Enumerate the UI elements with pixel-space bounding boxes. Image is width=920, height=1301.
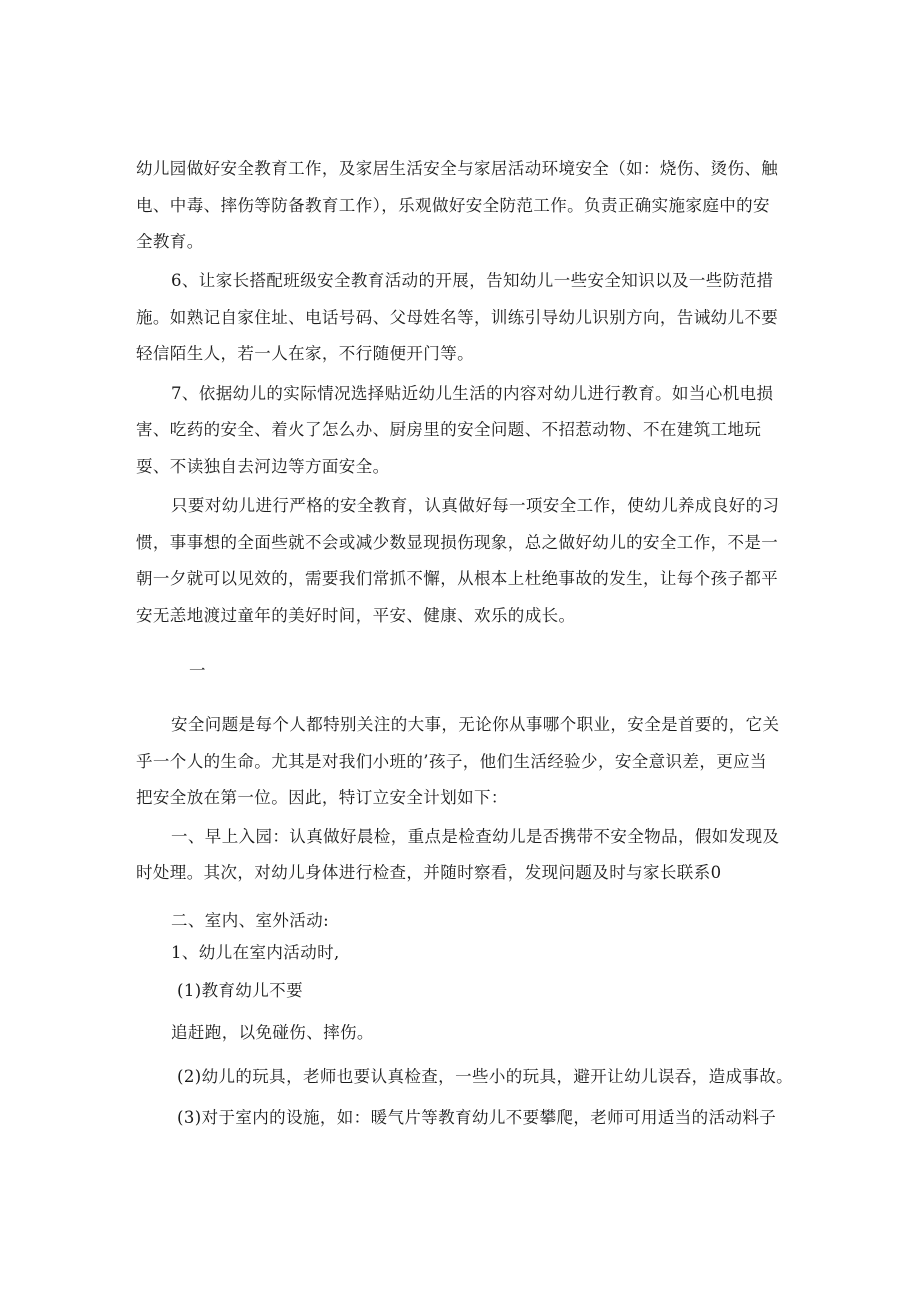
text-line: 乎一个人的生命。尤其是对我们小班的’孩子，他们生活经验少，安全意识差，更应当 — [136, 752, 767, 771]
text-line: (3)对于室内的设施，如：暖气片等教育幼儿不要攀爬，老师可用适当的活动料子 — [177, 1108, 777, 1127]
text-line: 一、早上入园：认真做好晨检，重点是检查幼儿是否携带不安全物品，假如发现及 — [171, 827, 780, 846]
text-line: 时处理。其次，对幼儿身体进行检查，并随时察看，发现问题及时与家长联系0 — [136, 863, 722, 882]
text-line: 电、中毒、摔伤等防备教育工作），乐观做好安全防范工作。负责正确实施家庭中的安 — [136, 196, 770, 215]
text-line: 安无恙地渡过童年的美好时间，平安、健康、欢乐的成长。 — [136, 606, 576, 625]
text-line: 安全问题是每个人都特别关注的大事，无论你从事哪个职业，安全是首要的，它关 — [171, 715, 780, 734]
text-line: 追赶跑，以免碰伤、摔伤。 — [171, 1023, 374, 1042]
text-line: 把安全放在第一位。因此，特订立安全计划如下： — [136, 788, 508, 807]
text-line: 朝一夕就可以见效的，需要我们常抓不懈，从根本上杜绝事故的发生，让每个孩子都平 — [136, 569, 779, 588]
text-line: 1、幼儿在室内活动时, — [171, 943, 340, 962]
text-line: 只要对幼儿进行严格的安全教育，认真做好每一项安全工作，使幼儿养成良好的习 — [171, 496, 780, 515]
text-line: (1)教育幼儿不要 — [177, 981, 303, 1000]
text-line: 二、室内、室外活动: — [171, 911, 330, 930]
text-line: 惯，事事想的全面些就不会或减少数显现损伤现象，总之做好幼儿的安全工作，不是一 — [136, 533, 779, 552]
text-line: 7、依据幼儿的实际情况选择贴近幼儿生活的内容对幼儿进行教育。如当心机电损 — [171, 384, 774, 403]
text-line: 轻信陌生人，若一人在家，不行随便开门等。 — [136, 344, 474, 363]
text-line: 幼儿园做好安全教育工作，及家居生活安全与家居活动环境安全（如：烧伤、烫伤、触 — [136, 159, 779, 178]
text-line: 害、吃药的安全、着火了怎么办、厨房里的安全问题、不招惹动物、不在建筑工地玩 — [136, 420, 762, 439]
text-line: 施。如熟记自家住址、电话号码、父母姓名等，训练引导幼儿识别方向，告诫幼儿不要 — [136, 308, 779, 327]
text-line: 耍、不读独自去河边等方面安全。 — [136, 457, 390, 476]
text-line: (2)幼儿的玩具，老师也要认真检查，一些小的玩具，避开让幼儿误吞，造成事故。 — [177, 1067, 794, 1086]
section-marker: 一 — [189, 661, 206, 680]
text-line: 全教育。 — [136, 232, 204, 251]
text-line: 6、让家长搭配班级安全教育活动的开展，告知幼儿一些安全知识以及一些防范措 — [171, 271, 774, 290]
